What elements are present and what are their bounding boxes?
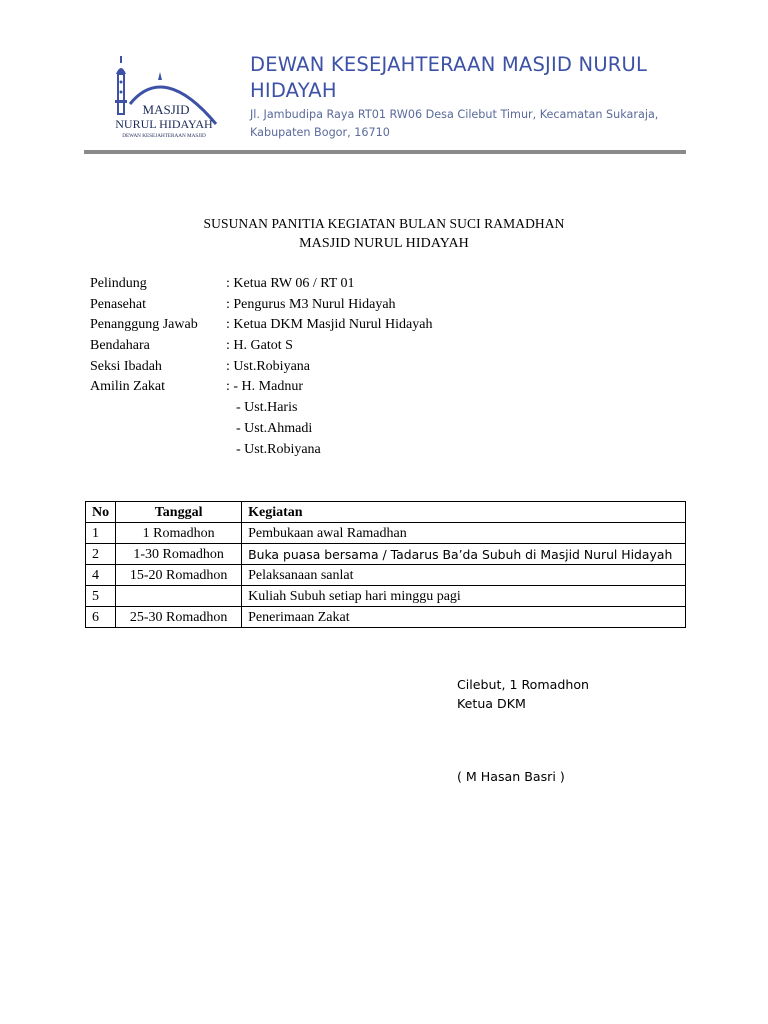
- logo-text-name: NURUL HIDAYAH: [115, 117, 213, 131]
- cell-no: 5: [86, 586, 116, 607]
- document-title: [0, 214, 768, 254]
- cell-activity: Kuliah Subuh setiap hari minggu pagi: [242, 586, 686, 607]
- cell-no: 2: [86, 544, 116, 565]
- zakat-member-name: - Ust.Ahmadi: [236, 420, 313, 436]
- cell-date: 1-30 Romadhon: [116, 544, 242, 565]
- committee-value: : Ust.Robiyana: [226, 358, 310, 374]
- signature-block: [457, 675, 590, 784]
- cell-date: 25-30 Romadhon: [116, 607, 242, 628]
- cell-no: 6: [86, 607, 116, 628]
- activity-schedule-table: [85, 501, 686, 628]
- header-activity: Kegiatan: [242, 502, 686, 523]
- cell-date: [116, 586, 242, 607]
- committee-role: Penanggung Jawab: [90, 317, 198, 333]
- cell-no: 4: [86, 565, 116, 586]
- header-date: Tanggal: [116, 502, 242, 523]
- committee-role: Pelindung: [90, 276, 147, 291]
- cell-activity: Pembukaan awal Ramadhan: [242, 523, 686, 544]
- cell-activity: Pelaksanaan sanlat: [242, 565, 686, 586]
- cell-activity: Buka puasa bersama / Tadarus Ba’da Subuh di Masjid Nurul Hidayah: [242, 544, 686, 565]
- committee-value: : H. Gatot S: [226, 338, 293, 354]
- logo-text-org: DEWAN KESEJAHTERAAN MASJID: [122, 133, 206, 139]
- logo-text-masjid: MASJID: [142, 102, 190, 117]
- letterhead: [0, 0, 768, 160]
- committee-role: Amilin Zakat: [90, 379, 166, 395]
- organization-name: DEWAN KESEJAHTERAAN MASJID NURUL HIDAYAH: [250, 53, 648, 102]
- title-line-2: MASJID NURUL HIDAYAH: [299, 236, 469, 251]
- committee-value: : Pengurus M3 Nurul Hidayah: [226, 296, 396, 312]
- header-no: No: [86, 502, 116, 523]
- signature-place-date: Cilebut, 1 Romadhon: [457, 677, 590, 692]
- committee-role: Bendahara: [90, 338, 150, 354]
- committee-value: : Ketua RW 06 / RT 01: [226, 276, 355, 291]
- committee-role: Seksi Ibadah: [90, 358, 162, 374]
- letterhead-divider: [84, 150, 686, 154]
- cell-activity: Penerimaan Zakat: [242, 607, 686, 628]
- cell-date: 1 Romadhon: [116, 523, 242, 544]
- cell-date: 15-20 Romadhon: [116, 565, 242, 586]
- table-row: [86, 523, 686, 544]
- committee-role: Penasehat: [90, 296, 146, 312]
- signature-position: Ketua DKM: [457, 696, 526, 711]
- table-row: [86, 544, 686, 565]
- organization-address: Jl. Jambudipa Raya RT01 RW06 Desa Cilebut Timur, Kecamatan Sukaraja, Kabupaten Bogor, 16710: [250, 108, 659, 139]
- mosque-logo: [104, 52, 226, 142]
- table-row: [86, 607, 686, 628]
- cell-no: 1: [86, 523, 116, 544]
- committee-value: : - H. Madnur: [226, 379, 303, 395]
- title-line-1: SUSUNAN PANITIA KEGIATAN BULAN SUCI RAMADHAN: [203, 216, 565, 231]
- table-row: [86, 586, 686, 607]
- table-row: [86, 565, 686, 586]
- table-header-row: [86, 502, 686, 523]
- signature-name: ( M Hasan Basri ): [457, 769, 565, 784]
- zakat-member-name: - Ust.Robiyana: [236, 441, 321, 457]
- zakat-member-name: - Ust.Haris: [236, 400, 298, 416]
- committee-value: : Ketua DKM Masjid Nurul Hidayah: [226, 317, 433, 333]
